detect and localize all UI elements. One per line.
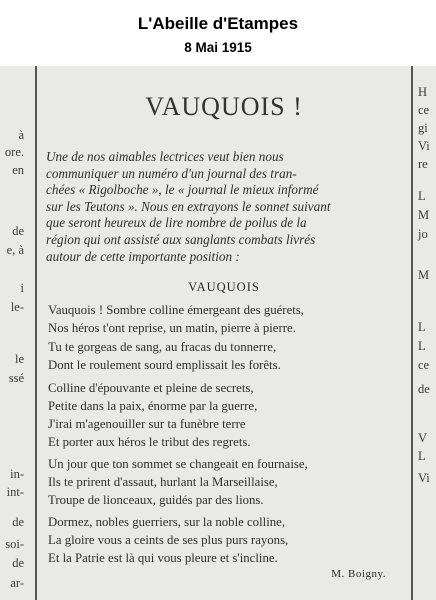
- left-fragment: ar-: [10, 576, 24, 590]
- left-fragment: i: [20, 281, 24, 295]
- sonnet-line: Et la Patrie est là qui vous pleure et s'incline.: [48, 551, 278, 565]
- right-fragment: de: [418, 382, 430, 396]
- intro-line: chées « Rigolboche », le « journal le mieux informé: [46, 182, 319, 198]
- article-title: VAUQUOIS !: [145, 92, 303, 121]
- sonnet-line: Tu te gorgeas de sang, au fracas du tonnerre,: [48, 340, 277, 354]
- column-divider-left: [35, 66, 37, 600]
- sonnet-line: Un jour que ton sommet se changeait en fournaise,: [48, 457, 308, 471]
- left-fragment: de: [12, 515, 24, 529]
- right-fragment: M: [418, 268, 430, 282]
- right-fragment: Vi: [418, 471, 430, 485]
- right-fragment: L: [418, 320, 426, 334]
- left-fragment: int-: [6, 485, 24, 499]
- intro-line: sur les Teutons ». Nous en extrayons le sonnet suivant: [46, 198, 331, 214]
- left-fragment: soi-: [5, 537, 24, 551]
- right-fragment: L: [418, 339, 426, 353]
- left-fragment: à: [18, 128, 24, 142]
- article-intro: [46, 149, 406, 265]
- left-fragment: ore.: [4, 145, 24, 159]
- newspaper-clipping: [0, 66, 436, 600]
- right-fragment: H: [418, 85, 428, 99]
- left-fragment: e, à: [6, 243, 24, 257]
- right-fragment: L: [418, 189, 426, 203]
- right-fragment: Vi: [418, 139, 430, 153]
- left-fragment: in-: [10, 467, 24, 481]
- right-fragment: M: [418, 208, 430, 222]
- right-fragment: ce: [418, 103, 430, 117]
- left-fragment: le: [14, 352, 24, 366]
- column-divider-right: [411, 66, 413, 600]
- left-fragment: de: [12, 224, 24, 238]
- right-fragment: gi: [418, 121, 428, 135]
- intro-line: autour de cette importante position :: [46, 248, 240, 264]
- sonnet-line: Vauquois ! Sombre colline émergeant des guérets,: [48, 303, 304, 317]
- sonnet-line: Et porter aux héros le tribut des regrets.: [48, 435, 251, 449]
- sonnet-line: Dont le roulement sourd emplissait les forêts.: [48, 358, 281, 372]
- left-fragment: le-: [10, 300, 24, 314]
- page-header: [0, 0, 436, 62]
- intro-line: communiquer un numéro d'un journal des tran-: [46, 165, 297, 181]
- sonnet-title: VAUQUOIS: [188, 280, 260, 294]
- left-fragment: en: [12, 163, 24, 177]
- intro-line: Une de nos aimables lectrices veut bien nous: [46, 149, 284, 164]
- right-fragment: V: [418, 431, 428, 445]
- sonnet-line: Nos héros t'ont reprise, un matin, pierre à pierre.: [48, 321, 296, 335]
- intro-line: région qui ont assisté aux sanglants combats livrés: [46, 231, 316, 247]
- right-fragment: L: [418, 449, 426, 463]
- author-signature: M. Boigny.: [331, 568, 386, 580]
- right-fragment: jo: [418, 227, 428, 241]
- left-fragment: ssé: [8, 371, 24, 385]
- sonnet-line: J'irai m'agenouiller sur ta funèbre terre: [48, 417, 246, 431]
- sonnet-line: Dormez, nobles guerriers, sur la noble colline,: [48, 515, 286, 529]
- page-title: L'Abeille d'Etampes: [137, 14, 299, 33]
- intro-line: que seront heureux de lire nombre de poilus de la: [46, 215, 307, 231]
- sonnet-line: La gloire vous a ceints de ses plus purs rayons,: [48, 533, 289, 547]
- sonnet-line: Colline d'épouvante et pleine de secrets,: [48, 381, 254, 395]
- sonnet-line: Ils te prirent d'assaut, hurlant la Marseillaise,: [48, 475, 278, 489]
- page-date: 8 Mai 1915: [184, 40, 252, 55]
- right-fragment: ce: [418, 358, 430, 372]
- right-fragment: re: [418, 157, 428, 171]
- sonnet-line: Troupe de lionceaux, guidés par des lions.: [48, 493, 264, 507]
- sonnet-line: Petite dans la paix, énorme par la guerre,: [48, 399, 258, 413]
- left-fragment: de: [12, 556, 24, 570]
